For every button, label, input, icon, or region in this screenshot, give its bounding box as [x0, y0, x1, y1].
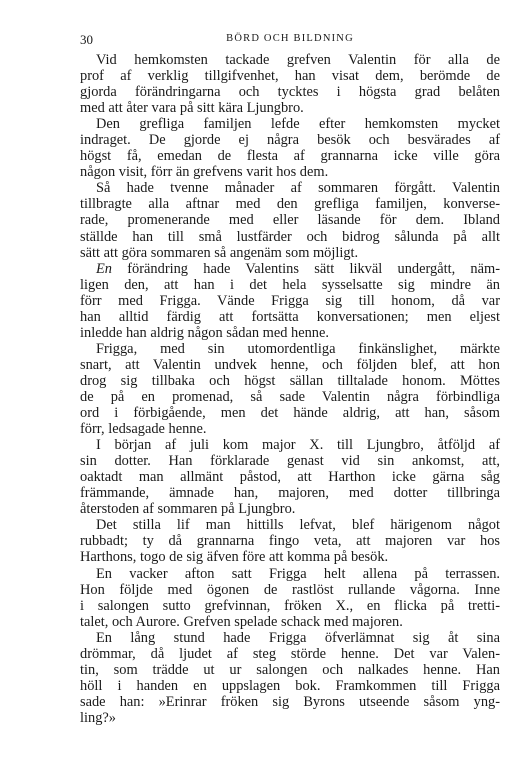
paragraph — [80, 116, 500, 180]
text-line — [80, 148, 500, 164]
line-text: drömmar, då ljudet af steg störde henne. Det var Valen- — [80, 645, 500, 662]
line-text: främmande, ämnade han, majoren, med dotter tillbringa — [80, 485, 500, 502]
paragraph — [80, 566, 500, 630]
paragraph — [80, 437, 500, 517]
line-text: förr med Frigga. Vände Frigga sig till honom, då var — [80, 292, 500, 309]
text-line — [80, 100, 500, 116]
text-line — [80, 389, 500, 405]
line-text: I början af juli kom major X. till Ljungbro, åtföljd af — [96, 437, 500, 454]
line-text: återstoden af sommaren på Ljungbro. — [80, 501, 296, 518]
text-line — [80, 421, 500, 437]
line-text: snart, att Valentin undvek henne, och följden blef, att hon — [80, 356, 500, 373]
text-line — [80, 614, 500, 630]
text-line — [80, 646, 500, 662]
italic-lead-word: En — [96, 260, 112, 277]
text-line — [80, 453, 500, 469]
text-line — [80, 164, 500, 180]
line-text: någon visit, förr än grefvens varit hos dem. — [80, 164, 329, 181]
text-line — [80, 84, 500, 100]
text-line — [80, 598, 500, 614]
text-line — [80, 566, 500, 582]
body-text — [80, 52, 500, 726]
text-line — [80, 229, 500, 245]
text-line — [80, 533, 500, 549]
line-text: han alltid färdig att fortsätta konversationen; men eljest — [80, 308, 500, 325]
text-line — [80, 517, 500, 533]
running-head — [80, 32, 500, 52]
text-line — [80, 325, 500, 341]
text-line — [80, 341, 500, 357]
line-text: Den grefliga familjen lefde efter hemkomsten mycket — [96, 116, 500, 133]
line-text: de på en promenad, så sade Valentin några förbindliga — [80, 388, 500, 405]
line-text: En lång stund hade Frigga öfverlämnat sig åt sina — [96, 629, 500, 646]
text-line — [80, 132, 500, 148]
paragraph — [80, 261, 500, 341]
text-line — [80, 662, 500, 678]
running-title: BÖRD OCH BILDNING — [226, 33, 354, 44]
text-line — [80, 293, 500, 309]
text-line — [80, 196, 500, 212]
paragraph — [80, 341, 500, 437]
text-line — [80, 261, 500, 277]
paragraph — [80, 630, 500, 726]
text-line — [80, 678, 500, 694]
line-text: ställde han till små lustfärder och bidrog sålunda på allt — [80, 228, 500, 245]
line-text: oaktadt man allmänt påstod, att Harthon icke gärna såg — [80, 469, 500, 486]
paragraph — [80, 180, 500, 260]
book-page — [80, 0, 500, 726]
text-line — [80, 469, 500, 485]
text-line — [80, 694, 500, 710]
text-line — [80, 630, 500, 646]
text-line — [80, 245, 500, 261]
text-line — [80, 277, 500, 293]
line-text: sade han: »Erinrar fröken sig Byrons utseende såsom yng- — [80, 693, 500, 710]
line-text: i salongen sutto grefvinnan, fröken X., en flicka på tretti- — [80, 597, 500, 614]
text-line — [80, 710, 500, 726]
line-text: drog sig tillbaka och högst sällan tilltalade honom. Möttes — [80, 372, 500, 389]
line-text: ord i förbigående, men det hände aldrig, att han, såsom — [80, 405, 500, 422]
line-text: sin dotter. Han förklarade genast vid sin ankomst, att, — [80, 453, 500, 470]
text-line — [80, 68, 500, 84]
line-text: ling?» — [80, 709, 116, 726]
line-text: Vid hemkomsten tackade grefven Valentin för alla de — [96, 52, 500, 68]
text-line — [80, 212, 500, 228]
line-text: ligen den, att han i det hela sysselsatte sig mindre än — [80, 276, 500, 293]
line-text: rade, promenerande med eller läsande för dem. Ibland — [80, 212, 500, 229]
paragraph — [80, 517, 500, 565]
line-text: talet, och Aurore. Grefven spelade schack med majoren. — [80, 613, 403, 630]
line-text: med att åter vara på sitt kära Ljungbro. — [80, 100, 304, 117]
text-line — [80, 52, 500, 68]
line-text: förändring hade Valentins sätt likväl undergått, näm- — [112, 260, 500, 277]
line-text: högst få, emedan de flesta af grannarna icke ville göra — [80, 148, 500, 165]
line-text: Harthons, togo de sig äfven före att komma på besök. — [80, 549, 389, 566]
line-text: rubbadt; ty då grannarna fingo veta, att majoren var hos — [80, 533, 500, 550]
page-number: 30 — [80, 32, 93, 47]
paragraph — [80, 52, 500, 116]
text-line — [80, 116, 500, 132]
line-text: indraget. De gjorde ej några besök och besvärades af — [80, 132, 500, 149]
line-text: höll i handen en uppslagen bok. Framkommen till Frigga — [80, 677, 500, 694]
text-line — [80, 437, 500, 453]
line-text: gjorda förändringarna och tycktes i högsta grad belåten — [80, 84, 500, 101]
line-text: inledde han aldrig någon sådan med henne. — [80, 324, 329, 341]
text-line — [80, 501, 500, 517]
line-text: Så hade tvenne månader af sommaren förgått. Valentin — [96, 180, 500, 197]
line-text: Hon följde med ögonen de rastlöst rullande vågorna. Inne — [80, 581, 500, 598]
line-text: förr, ledsagade henne. — [80, 421, 207, 438]
text-line — [80, 357, 500, 373]
line-text: Det stilla lif man hittills lefvat, blef härigenom något — [96, 517, 500, 534]
line-text: prof af verklig tillgifvenhet, han visat dem, berömde de — [80, 68, 500, 85]
line-text: En vacker afton satt Frigga helt allena på terrassen. — [96, 565, 500, 582]
text-line — [80, 373, 500, 389]
line-text: tin, som trädde ut ur salongen och nalkades henne. Han — [80, 661, 500, 678]
text-line — [80, 180, 500, 196]
text-line — [80, 405, 500, 421]
text-line — [80, 485, 500, 501]
text-line — [80, 582, 500, 598]
line-text: tillbragte alla aftnar med den grefliga familjen, konverse- — [80, 196, 500, 213]
text-line — [80, 309, 500, 325]
line-text: sätt att göra sommaren så angenäm som möjligt. — [80, 244, 359, 261]
text-line — [80, 549, 500, 565]
line-text: Frigga, med sin utomordentliga finkänslighet, märkte — [96, 340, 500, 357]
